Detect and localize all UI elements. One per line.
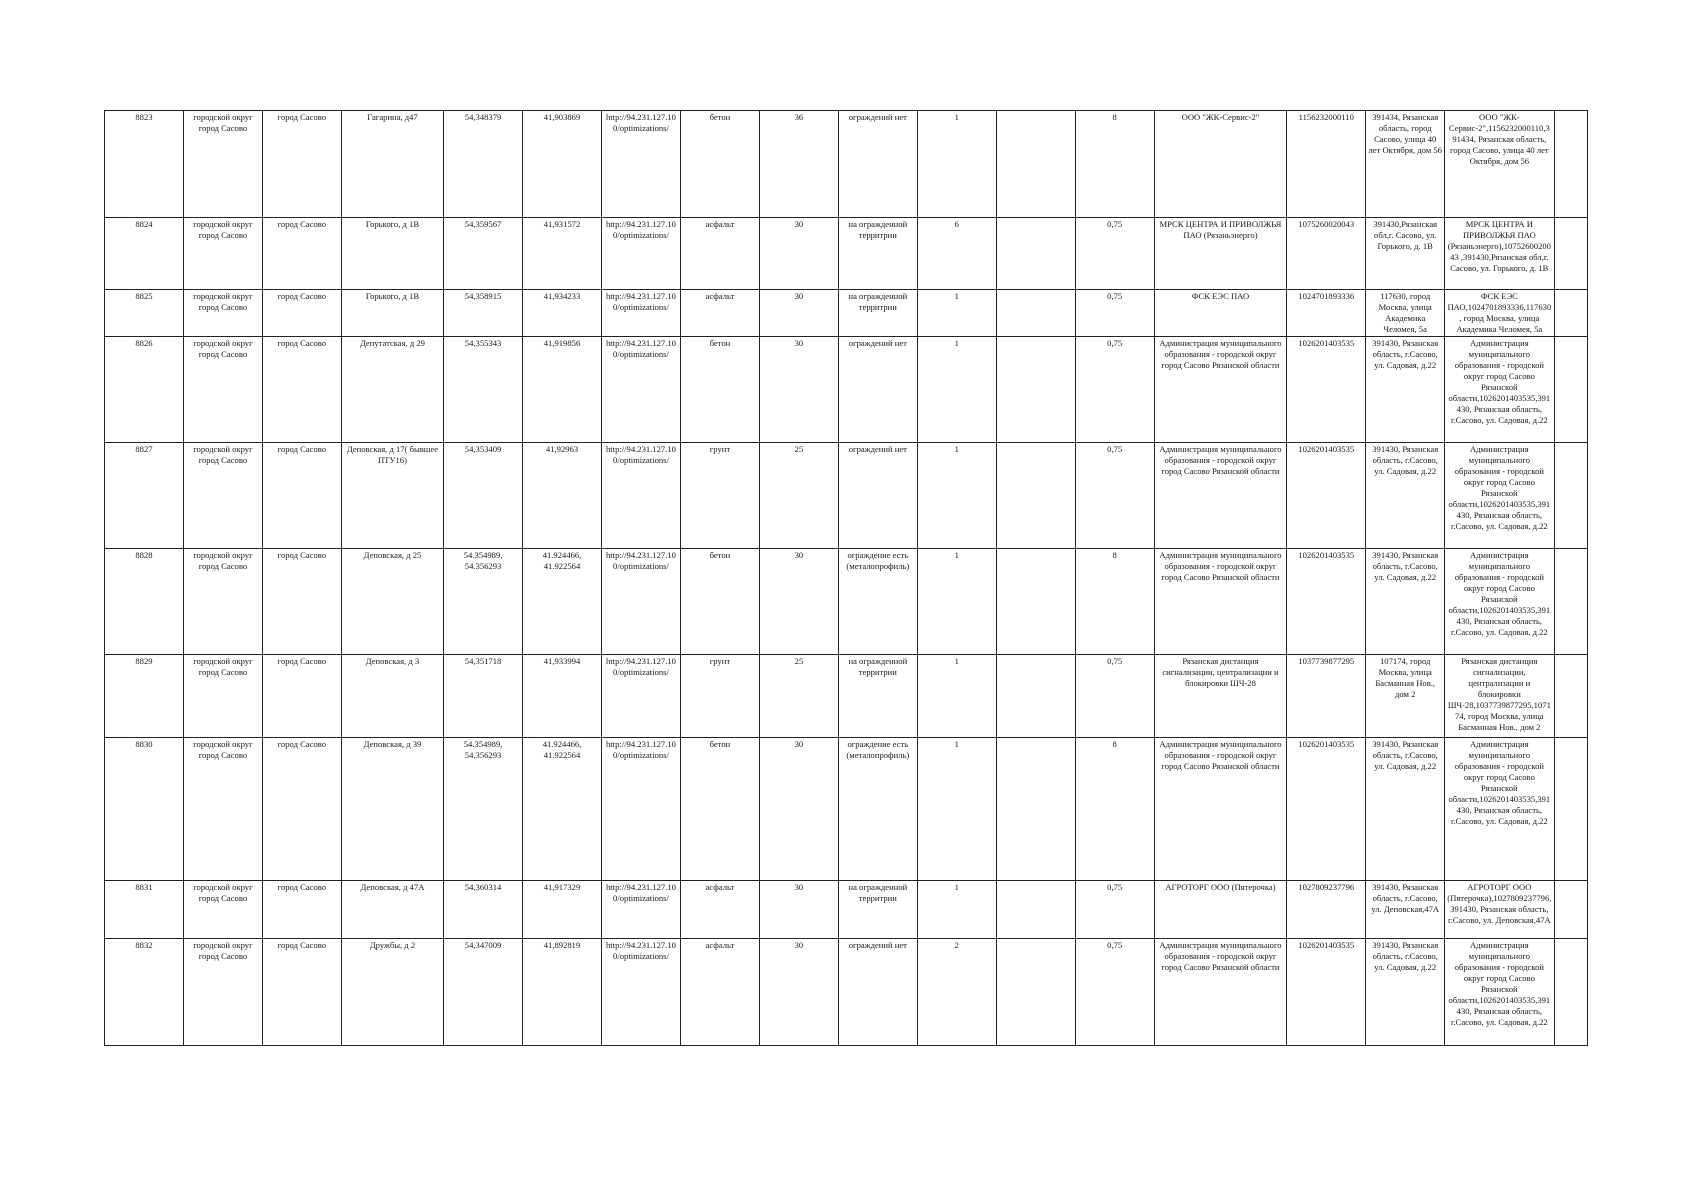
surface-type-cell: грунт — [680, 655, 759, 738]
container-volume-cell: 0,75 — [1075, 881, 1154, 939]
waste-sources-cell: Администрация муниципального образования - городской округ город Сасово Рязанской области,1026201403535,391430, Рязанская область, г.Сасово, ул. Садовая, д.22 — [1445, 443, 1554, 549]
container-count-cell: 1 — [917, 738, 996, 881]
registry-table — [104, 110, 1588, 1046]
map-link-cell: http://94.231.127.100/optimizations/ — [602, 549, 681, 655]
container-volume-cell: 0,75 — [1075, 443, 1154, 549]
surface-type-cell: асфальт — [680, 218, 759, 290]
owner-ogrn-cell: 1026201403535 — [1287, 337, 1366, 443]
district-cell: городской округ город Сасово — [183, 655, 262, 738]
surface-type-cell: асфальт — [680, 290, 759, 337]
area-cell: 30 — [759, 290, 838, 337]
latitude-cell: 54,355343 — [444, 337, 523, 443]
settlement-cell: город Сасово — [262, 738, 341, 881]
street-address-cell: Горького, д 1В — [341, 218, 443, 290]
site-number-cell: 8823 — [105, 111, 184, 218]
map-link-cell: http://94.231.127.100/optimizations/ — [602, 939, 681, 1046]
area-cell: 25 — [759, 443, 838, 549]
longitude-cell: 41.924466, 41.922564 — [523, 549, 602, 655]
empty-cell-cell — [996, 443, 1075, 549]
district-cell: городской округ город Сасово — [183, 549, 262, 655]
district-cell: городской округ город Сасово — [183, 881, 262, 939]
street-address-cell: Деповская, д 47А — [341, 881, 443, 939]
owner-address-cell: 391430, Рязанская область, г.Сасово, ул. Садовая, д.22 — [1366, 549, 1445, 655]
owner-name-cell: Администрация муниципального образования - городской округ город Сасово Рязанской области — [1154, 443, 1287, 549]
longitude-cell: 41,933994 — [523, 655, 602, 738]
owner-address-cell: 391430, Рязанская область, г.Сасово, ул. Садовая, д.22 — [1366, 939, 1445, 1046]
table-row — [105, 655, 1588, 738]
district-cell: городской округ город Сасово — [183, 337, 262, 443]
container-count-cell: 1 — [917, 881, 996, 939]
waste-sources-cell: Администрация муниципального образования - городской округ город Сасово Рязанской области,1026201403535,391430, Рязанская область, г.Сасово, ул. Садовая, д.22 — [1445, 738, 1554, 881]
fence-info-cell: ограждений нет — [838, 111, 917, 218]
empty-cell-cell — [996, 290, 1075, 337]
district-cell: городской округ город Сасово — [183, 939, 262, 1046]
container-volume-cell: 0,75 — [1075, 655, 1154, 738]
settlement-cell: город Сасово — [262, 111, 341, 218]
area-cell: 30 — [759, 738, 838, 881]
map-link-cell: http://94.231.127.100/optimizations/ — [602, 218, 681, 290]
owner-address-cell: 107174, город Москва, улица Басманная Нов., дом 2 — [1366, 655, 1445, 738]
map-link-cell: http://94.231.127.100/optimizations/ — [602, 738, 681, 881]
owner-ogrn-cell: 1026201403535 — [1287, 939, 1366, 1046]
map-link-cell: http://94.231.127.100/optimizations/ — [602, 443, 681, 549]
area-cell: 30 — [759, 549, 838, 655]
waste-sources-cell: Администрация муниципального образования - городской округ город Сасово Рязанской области,1026201403535,391430, Рязанская область, г.Сасово, ул. Садовая, д.22 — [1445, 337, 1554, 443]
site-number-cell: 8832 — [105, 939, 184, 1046]
street-address-cell: Горького, д 1В — [341, 290, 443, 337]
site-number-cell: 8826 — [105, 337, 184, 443]
empty-cell-cell — [1554, 111, 1588, 218]
longitude-cell: 41,931572 — [523, 218, 602, 290]
table-row — [105, 881, 1588, 939]
container-volume-cell: 8 — [1075, 738, 1154, 881]
longitude-cell: 41.924466, 41.922564 — [523, 738, 602, 881]
surface-type-cell: грунт — [680, 443, 759, 549]
latitude-cell: 54.354989, 54.356293 — [444, 549, 523, 655]
owner-address-cell: 391430, Рязанская область, г.Сасово, ул. Садовая, д.22 — [1366, 443, 1445, 549]
table-row — [105, 290, 1588, 337]
empty-cell-cell — [996, 939, 1075, 1046]
latitude-cell: 54,359567 — [444, 218, 523, 290]
empty-cell-cell — [1554, 549, 1588, 655]
settlement-cell: город Сасово — [262, 290, 341, 337]
latitude-cell: 54,358915 — [444, 290, 523, 337]
surface-type-cell: бетон — [680, 111, 759, 218]
owner-name-cell: ФСК ЕЭС ПАО — [1154, 290, 1287, 337]
street-address-cell: Дружбы, д 2 — [341, 939, 443, 1046]
owner-name-cell: Администрация муниципального образования - городской округ город Сасово Рязанской области — [1154, 549, 1287, 655]
settlement-cell: город Сасово — [262, 939, 341, 1046]
settlement-cell: город Сасово — [262, 218, 341, 290]
street-address-cell: Деповская, д 17( бывшее ПТУ16) — [341, 443, 443, 549]
owner-ogrn-cell: 1156232000110 — [1287, 111, 1366, 218]
owner-ogrn-cell: 1037739877295 — [1287, 655, 1366, 738]
map-link-cell: http://94.231.127.100/optimizations/ — [602, 290, 681, 337]
area-cell: 36 — [759, 111, 838, 218]
district-cell: городской округ город Сасово — [183, 111, 262, 218]
owner-ogrn-cell: 1075260020043 — [1287, 218, 1366, 290]
owner-name-cell: Администрация муниципального образования - городской округ город Сасово Рязанской области — [1154, 337, 1287, 443]
fence-info-cell: на огражденной территрии — [838, 290, 917, 337]
settlement-cell: город Сасово — [262, 549, 341, 655]
street-address-cell: Гагарина, д47 — [341, 111, 443, 218]
table-row — [105, 939, 1588, 1046]
waste-sources-cell: Администрация муниципального образования - городской округ город Сасово Рязанской области,1026201403535,391430, Рязанская область, г.Сасово, ул. Садовая, д.22 — [1445, 939, 1554, 1046]
fence-info-cell: ограждений нет — [838, 939, 917, 1046]
area-cell: 30 — [759, 939, 838, 1046]
owner-address-cell: 391430, Рязанская область, г.Сасово, ул. Садовая, д.22 — [1366, 337, 1445, 443]
empty-cell-cell — [1554, 290, 1588, 337]
fence-info-cell: на огражденной территрии — [838, 655, 917, 738]
surface-type-cell: бетон — [680, 337, 759, 443]
street-address-cell: Деповская, д 39 — [341, 738, 443, 881]
table-row — [105, 218, 1588, 290]
waste-sources-cell: АГРОТОРГ ООО (Пятерочка),1027809237796,391430, Рязанская область, г.Сасово, ул. Деповская,47А — [1445, 881, 1554, 939]
owner-ogrn-cell: 1024701893336 — [1287, 290, 1366, 337]
owner-ogrn-cell: 1026201403535 — [1287, 549, 1366, 655]
registry-body — [105, 111, 1588, 1046]
latitude-cell: 54,360314 — [444, 881, 523, 939]
longitude-cell: 41,92963 — [523, 443, 602, 549]
table-row — [105, 738, 1588, 881]
site-number-cell: 8827 — [105, 443, 184, 549]
owner-name-cell: ООО "ЖК-Сервис-2" — [1154, 111, 1287, 218]
site-number-cell: 8828 — [105, 549, 184, 655]
street-address-cell: Деповская, д 25 — [341, 549, 443, 655]
area-cell: 25 — [759, 655, 838, 738]
settlement-cell: город Сасово — [262, 655, 341, 738]
owner-address-cell: 391430, Рязанская область, г.Сасово, ул. Садовая, д.22 — [1366, 738, 1445, 881]
empty-cell-cell — [1554, 738, 1588, 881]
longitude-cell: 41,892819 — [523, 939, 602, 1046]
site-number-cell: 8831 — [105, 881, 184, 939]
fence-info-cell: ограждений нет — [838, 337, 917, 443]
fence-info-cell: на огражденной территрии — [838, 218, 917, 290]
empty-cell-cell — [1554, 218, 1588, 290]
settlement-cell: город Сасово — [262, 881, 341, 939]
fence-info-cell: на огражденной территрии — [838, 881, 917, 939]
area-cell: 30 — [759, 218, 838, 290]
container-count-cell: 1 — [917, 111, 996, 218]
table-row — [105, 443, 1588, 549]
table-row — [105, 549, 1588, 655]
surface-type-cell: асфальт — [680, 881, 759, 939]
empty-cell-cell — [1554, 881, 1588, 939]
area-cell: 30 — [759, 881, 838, 939]
container-volume-cell: 8 — [1075, 111, 1154, 218]
surface-type-cell: асфальт — [680, 939, 759, 1046]
empty-cell-cell — [996, 738, 1075, 881]
map-link-cell: http://94.231.127.100/optimizations/ — [602, 655, 681, 738]
container-volume-cell: 0,75 — [1075, 290, 1154, 337]
empty-cell-cell — [996, 655, 1075, 738]
empty-cell-cell — [996, 881, 1075, 939]
container-volume-cell: 0,75 — [1075, 218, 1154, 290]
fence-info-cell: ограждение есть (металопрофиль) — [838, 549, 917, 655]
waste-sources-cell: МРСК ЦЕНТРА И ПРИВОЛЖЬЯ ПАО (Рязаньэнерго),1075260020043 ,391430,Рязанская обл,г. Сасово, ул. Горького, д. 1В — [1445, 218, 1554, 290]
site-number-cell: 8825 — [105, 290, 184, 337]
owner-ogrn-cell: 1027809237796 — [1287, 881, 1366, 939]
latitude-cell: 54.354989, 54.356293 — [444, 738, 523, 881]
owner-address-cell: 391430, Рязанская область, г.Сасово, ул. Деповская,47А — [1366, 881, 1445, 939]
latitude-cell: 54,348379 — [444, 111, 523, 218]
container-volume-cell: 0,75 — [1075, 337, 1154, 443]
container-count-cell: 1 — [917, 549, 996, 655]
map-link-cell: http://94.231.127.100/optimizations/ — [602, 111, 681, 218]
table-row — [105, 337, 1588, 443]
table-row — [105, 111, 1588, 218]
settlement-cell: город Сасово — [262, 443, 341, 549]
container-count-cell: 1 — [917, 290, 996, 337]
container-count-cell: 1 — [917, 443, 996, 549]
fence-info-cell: ограждение есть (металопрофиль) — [838, 738, 917, 881]
longitude-cell: 41,919856 — [523, 337, 602, 443]
owner-address-cell: 117630, город Москва, улица Академика Челомея, 5а — [1366, 290, 1445, 337]
longitude-cell: 41,903869 — [523, 111, 602, 218]
owner-address-cell: 391434, Рязанская область, город Сасово, улица 40 лет Октября, дом 56 — [1366, 111, 1445, 218]
container-count-cell: 6 — [917, 218, 996, 290]
waste-sources-cell: ООО "ЖК-Сервис-2",1156232000110,391434, Рязанская область, город Сасово, улица 40 лет Октября, дом 56 — [1445, 111, 1554, 218]
owner-name-cell: АГРОТОРГ ООО (Пятерочка) — [1154, 881, 1287, 939]
owner-name-cell: МРСК ЦЕНТРА И ПРИВОЛЖЬЯ ПАО (Рязаньэнерго) — [1154, 218, 1287, 290]
site-number-cell: 8824 — [105, 218, 184, 290]
empty-cell-cell — [996, 337, 1075, 443]
fence-info-cell: ограждений нет — [838, 443, 917, 549]
owner-address-cell: 391430,Рязанская обл,г. Сасово, ул. Горького, д. 1В — [1366, 218, 1445, 290]
site-number-cell: 8829 — [105, 655, 184, 738]
container-volume-cell: 8 — [1075, 549, 1154, 655]
container-count-cell: 1 — [917, 655, 996, 738]
street-address-cell: Депутатская, д 29 — [341, 337, 443, 443]
empty-cell-cell — [1554, 443, 1588, 549]
empty-cell-cell — [1554, 337, 1588, 443]
longitude-cell: 41,917329 — [523, 881, 602, 939]
latitude-cell: 54,347009 — [444, 939, 523, 1046]
district-cell: городской округ город Сасово — [183, 290, 262, 337]
empty-cell-cell — [996, 218, 1075, 290]
waste-sources-cell: Рязанская дистанция сигнализации, централизации и блокировки ШЧ-28,1037739877295,107174, город Москва, улица Басманная Нов., дом 2 — [1445, 655, 1554, 738]
container-volume-cell: 0,75 — [1075, 939, 1154, 1046]
settlement-cell: город Сасово — [262, 337, 341, 443]
district-cell: городской округ город Сасово — [183, 443, 262, 549]
owner-name-cell: Администрация муниципального образования - городской округ город Сасово Рязанской области — [1154, 738, 1287, 881]
empty-cell-cell — [996, 549, 1075, 655]
map-link-cell: http://94.231.127.100/optimizations/ — [602, 881, 681, 939]
owner-name-cell: Администрация муниципального образования - городской округ город Сасово Рязанской области — [1154, 939, 1287, 1046]
surface-type-cell: бетон — [680, 549, 759, 655]
owner-ogrn-cell: 1026201403535 — [1287, 738, 1366, 881]
surface-type-cell: бетон — [680, 738, 759, 881]
empty-cell-cell — [996, 111, 1075, 218]
owner-name-cell: Рязанская дистанция сигнализации, централизации и блокировки ШЧ-28 — [1154, 655, 1287, 738]
latitude-cell: 54,351718 — [444, 655, 523, 738]
street-address-cell: Деповская, д 3 — [341, 655, 443, 738]
owner-ogrn-cell: 1026201403535 — [1287, 443, 1366, 549]
container-count-cell: 1 — [917, 337, 996, 443]
map-link-cell: http://94.231.127.100/optimizations/ — [602, 337, 681, 443]
site-number-cell: 8830 — [105, 738, 184, 881]
district-cell: городской округ город Сасово — [183, 218, 262, 290]
area-cell: 30 — [759, 337, 838, 443]
container-count-cell: 2 — [917, 939, 996, 1046]
waste-sources-cell: Администрация муниципального образования - городской округ город Сасово Рязанской области,1026201403535,391430, Рязанская область, г.Сасово, ул. Садовая, д.22 — [1445, 549, 1554, 655]
waste-sources-cell: ФСК ЕЭС ПАО,1024701893336,117630, город Москва, улица Академика Челомея, 5а — [1445, 290, 1554, 337]
longitude-cell: 41,934233 — [523, 290, 602, 337]
empty-cell-cell — [1554, 655, 1588, 738]
district-cell: городской округ город Сасово — [183, 738, 262, 881]
empty-cell-cell — [1554, 939, 1588, 1046]
latitude-cell: 54,353409 — [444, 443, 523, 549]
